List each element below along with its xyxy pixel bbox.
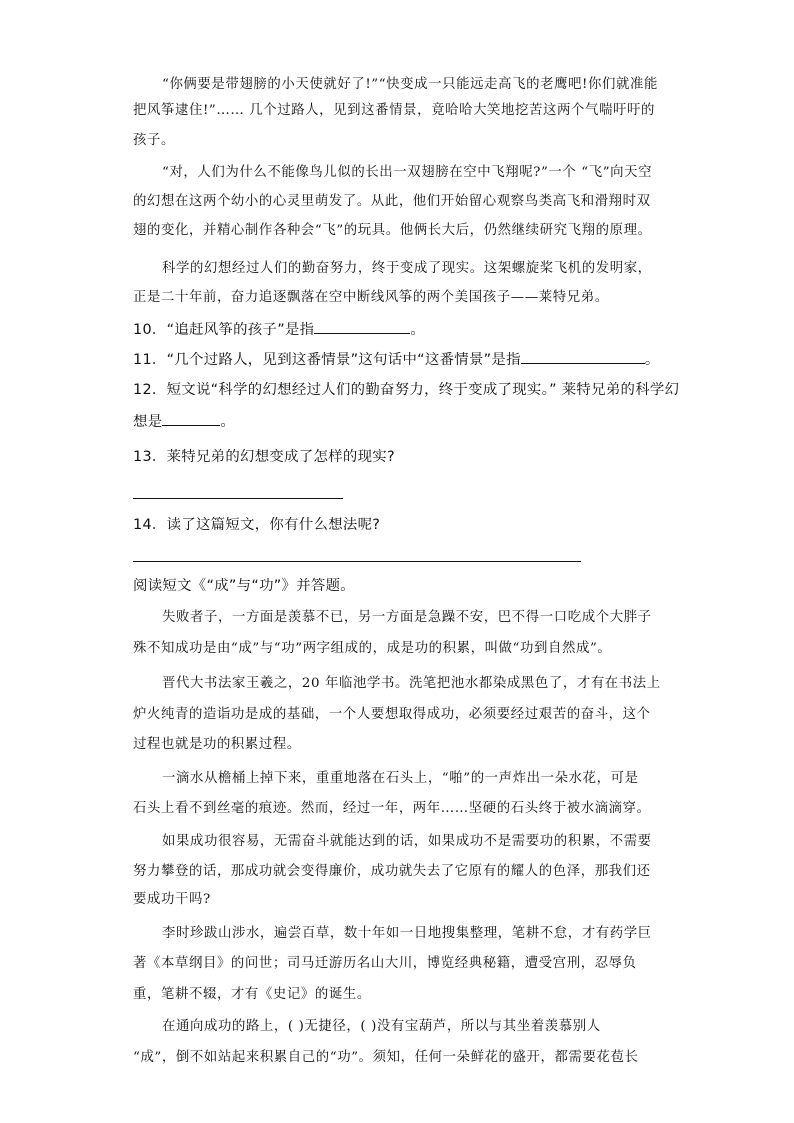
section2-line-2: 殊不知成功是由“成”与“功”两字组成的，成是功的积累，叫做“功到自然成”。: [133, 641, 612, 656]
question-11: [133, 348, 660, 369]
question-12-line-1: 12．短文说“科学的幻想经过人们的勤奋努力，终于变成了现实。” 莱特兄弟的科学幻: [133, 382, 680, 398]
question-12-end: 。: [220, 414, 236, 430]
passage1-line-5: 的幻想在这两个幼小的心灵里萌发了。从此，他们开始留心观察鸟类高飞和滑翔时双: [133, 194, 651, 209]
section2-line-12: 著《本草纲目》的问世；司马迁游历名山大川，博览经典秘籍，遭受宫刑，忍辱负: [133, 956, 637, 971]
passage1-line-2: 把风筝逮住!”…… 几个过路人，见到这番情景，竟哈哈大笑地挖苦这两个气喘吁吁的: [133, 103, 655, 118]
passage1-line-4: “对，人们为什么不能像鸟儿似的长出一双翅膀在空中飞翔呢?”一个 “飞”向天空: [162, 165, 653, 180]
section2-line-1: 失败者子，一方面是羡慕不已，另一方面是急躁不安，巴不得一口吃成个大胖子: [162, 610, 652, 625]
question-11-end: 。: [644, 352, 660, 368]
passage1-line-3: 孩子。: [133, 133, 175, 148]
question-13-answer-line[interactable]: [133, 498, 343, 499]
question-11-text: 11．“几个过路人，见到这番情景”这句话中“这番情景”是指: [133, 352, 521, 368]
section2-heading: 阅读短文《“成”与“功”》并答题。: [133, 578, 356, 594]
question-10-text: 10．“追赶风筝的孩子”是指: [133, 322, 315, 338]
section2-line-8: 如果成功很容易，无需奋斗就能达到的话，如果成功不是需要功的积累，不需要: [162, 834, 652, 849]
question-14: 14．读了这篇短文，你有什么想法呢?: [133, 517, 381, 533]
section2-line-11: 李时珍跋山涉水，遍尝百草，数十年如一日地搜集整理，笔耕不怠，才有药学巨: [162, 926, 652, 941]
question-14-answer-line[interactable]: [133, 561, 581, 562]
passage1-line-1: “你俩要是带翅膀的小天使就好了!”“快变成一只能远走高飞的老鹰吧!你们就准能: [162, 77, 658, 92]
passage1-line-6: 翅的变化，并精心制作各种会“飞”的玩具。他俩长大后，仍然继续研究飞翔的原理。: [133, 223, 652, 238]
section2-line-4: 炉火纯青的造诣功是成的基础，一个人要想取得成功，必须要经过艰苦的奋斗，这个: [133, 707, 651, 722]
section2-line-15: “成”，倒不如站起来积累自己的“功”。须知，任何一朵鲜花的盛开，都需要花苞长: [133, 1050, 639, 1065]
section2-line-7: 石头上看不到丝毫的痕迹。然而，经过一年，两年……坚硬的石头终于被水滴滴穿。: [133, 801, 651, 816]
question-12-answer-blank[interactable]: [162, 413, 220, 426]
section2-line-14: 在通向成功的路上，( )无捷径，( )没有宝葫芦，所以与其坐着羡慕别人: [162, 1019, 601, 1034]
question-11-answer-blank[interactable]: [521, 351, 645, 364]
question-13: 13．莱特兄弟的幻想变成了怎样的现实?: [133, 449, 395, 465]
section2-line-6: 一滴水从檐桶上掉下来，重重地落在石头上，“啪”的一声炸出一朵水花，可是: [162, 771, 639, 786]
section2-line-13: 重，笔耕不辍，才有《史记》的诞生。: [133, 987, 371, 1002]
section2-line-3: 晋代大书法家王羲之，20 年临池学书。洗笔把池水都染成黑色了，才有在书法上: [162, 676, 661, 691]
section2-line-5: 过程也就是功的积累过程。: [133, 737, 301, 752]
question-10: [133, 318, 425, 339]
section2-line-9: 努力攀登的话，那成功就会变得廉价，成功就失去了它原有的耀人的色泽，那我们还: [133, 864, 651, 879]
question-10-answer-blank[interactable]: [314, 321, 410, 334]
section2-line-10: 要成功干吗?: [133, 892, 211, 907]
question-12-text: 想是: [133, 414, 163, 430]
question-12-line-2: [133, 410, 235, 431]
passage1-line-8: 正是二十年前，奋力追逐飘落在空中断线风筝的两个美国孩子——莱特兄弟。: [133, 290, 609, 305]
passage1-line-7: 科学的幻想经过人们的勤奋努力，终于变成了现实。这架螺旋桨飞机的发明家，: [162, 261, 652, 276]
question-10-end: 。: [410, 322, 426, 338]
